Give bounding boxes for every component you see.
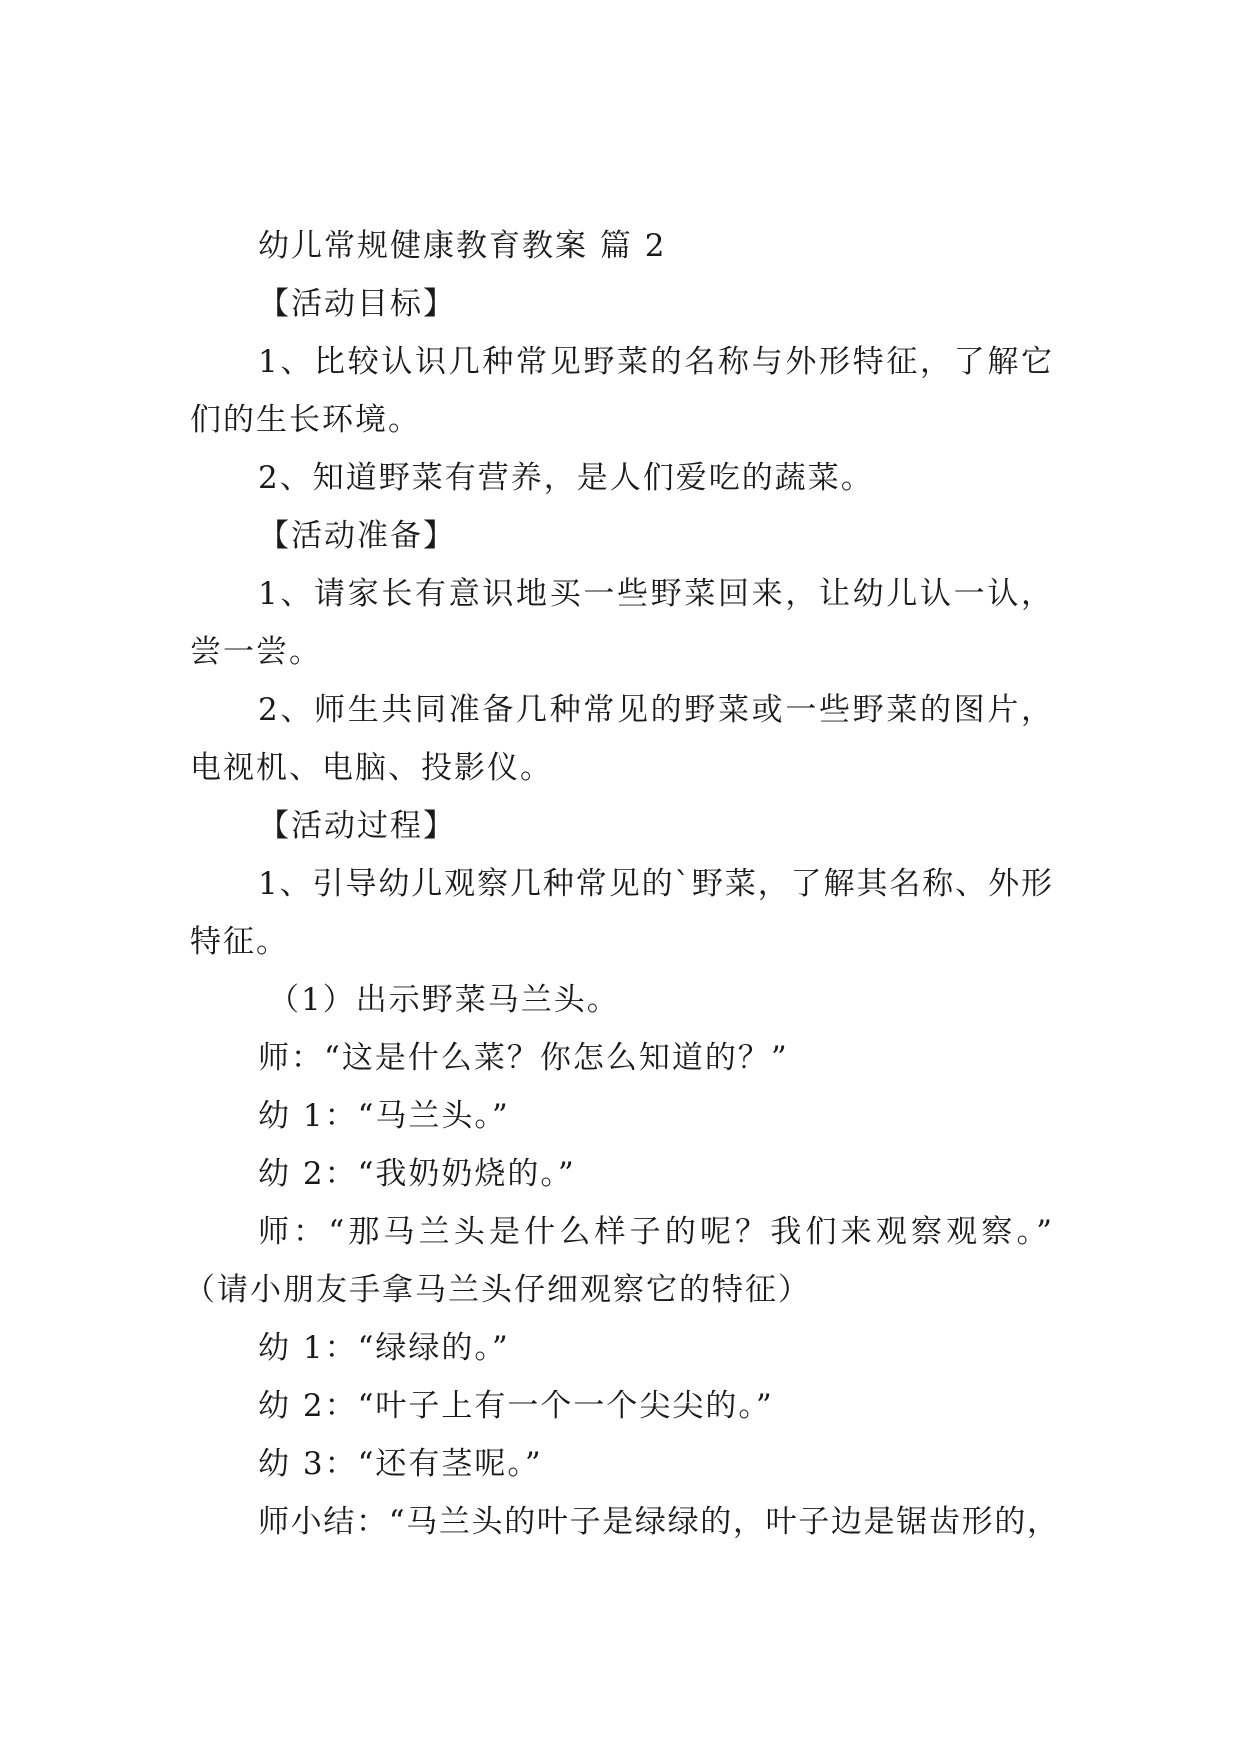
- dialogue-line: 师：“那马兰头是什么样子的呢？我们来观察观察。”: [258, 1214, 1052, 1250]
- paragraph-line: （1）出示野菜马兰头。: [268, 982, 620, 1018]
- section-heading-goals: 【活动目标】: [258, 286, 456, 322]
- section-heading-process: 【活动过程】: [258, 808, 456, 844]
- paragraph-line: 1、请家长有意识地买一些野菜回来，让幼儿认一认，: [258, 576, 1052, 612]
- paragraph-line: 1、引导幼儿观察几种常见的`野菜，了解其名称、外形: [258, 866, 1052, 902]
- paragraph-line: 尝一尝。: [190, 634, 322, 670]
- dialogue-line: 幼 1：“绿绿的。”: [258, 1330, 510, 1366]
- paragraph-line: 们的生长环境。: [190, 402, 421, 438]
- paragraph-line: 电视机、电脑、投影仪。: [190, 750, 553, 786]
- paragraph-line: （请小朋友手拿马兰头仔细观察它的特征）: [184, 1272, 811, 1308]
- paragraph-line: 2、师生共同准备几种常见的野菜或一些野菜的图片，: [258, 692, 1052, 728]
- dialogue-line: 幼 1：“马兰头。”: [258, 1098, 510, 1134]
- dialogue-line: 幼 2：“叶子上有一个一个尖尖的。”: [258, 1388, 774, 1424]
- dialogue-line: 师小结：“马兰头的叶子是绿绿的，叶子边是锯齿形的，: [258, 1504, 1058, 1540]
- dialogue-line: 师：“这是什么菜？你怎么知道的？”: [258, 1040, 789, 1076]
- paragraph-line: 特征。: [190, 924, 289, 960]
- dialogue-line: 幼 2：“我奶奶烧的。”: [258, 1156, 576, 1192]
- dialogue-line: 幼 3：“还有茎呢。”: [258, 1446, 543, 1482]
- document-title: 幼儿常规健康教育教案 篇 2: [258, 228, 667, 264]
- paragraph-line: 2、知道野菜有营养，是人们爱吃的蔬菜。: [258, 460, 874, 496]
- section-heading-preparation: 【活动准备】: [258, 518, 456, 554]
- paragraph-line: 1、比较认识几种常见野菜的名称与外形特征，了解它: [258, 344, 1052, 380]
